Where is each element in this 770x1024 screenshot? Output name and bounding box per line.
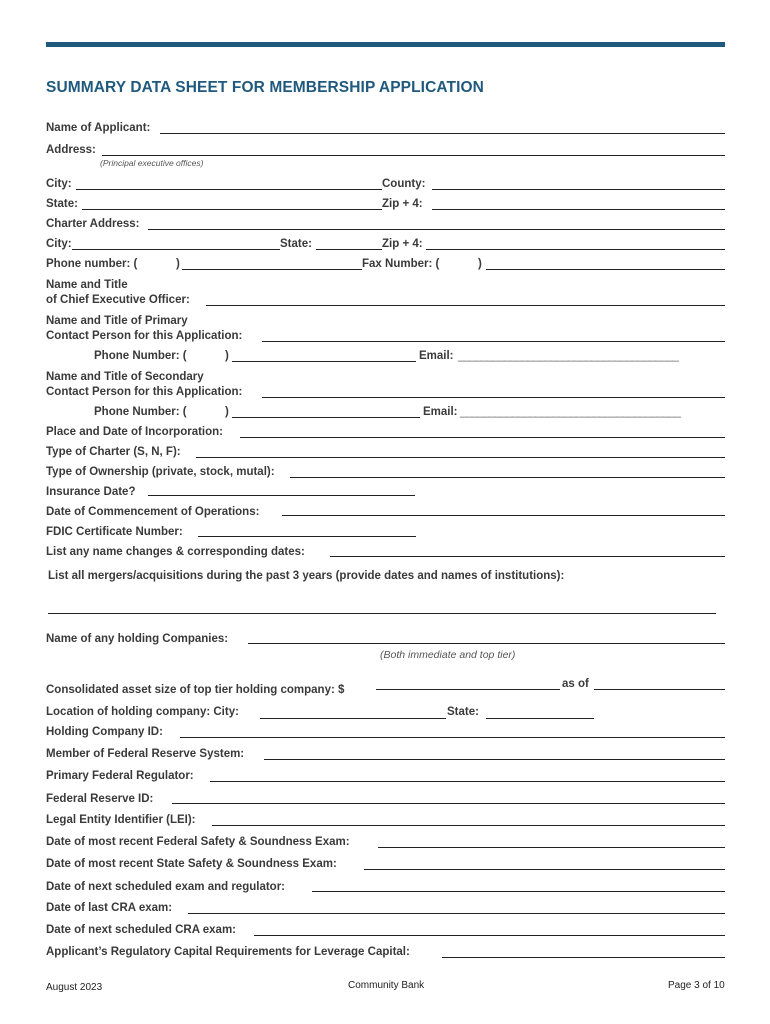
address-label: Address: [46,144,96,156]
secondary-phone-close-paren: ) [225,406,229,418]
primary-email-field[interactable]: ______________________________________ [458,350,679,362]
primary-phone-label: Phone Number: ( [94,350,187,362]
next-cra-label: Date of next scheduled CRA exam: [46,924,237,936]
consolidated-asset-label: Consolidated asset size of top tier holding company: $ [46,684,345,696]
county-label: County: [382,178,426,190]
charter-city-field[interactable] [72,249,280,250]
charter-address-label: Charter Address: [46,218,140,230]
charter-address-field[interactable] [148,229,725,230]
ceo-label-line1: Name and Title [46,279,128,291]
secondary-contact-field[interactable] [262,397,725,398]
ceo-label-line2: of Chief Executive Officer: [46,294,190,306]
holding-location-label: Location of holding company: City: [46,706,239,718]
name-of-applicant-field[interactable] [160,133,725,134]
fax-number-field[interactable] [486,269,725,270]
footer-bank-name: Community Bank [348,980,425,991]
city-field[interactable] [76,189,382,190]
charter-city-label: City: [46,238,72,250]
primary-phone-close-paren: ) [225,350,229,362]
insurance-date-field[interactable] [148,495,415,496]
primary-phone-field[interactable] [232,361,416,362]
holding-company-id-field[interactable] [180,737,725,738]
fdic-certificate-field[interactable] [198,536,416,537]
secondary-phone-label: Phone Number: ( [94,406,187,418]
address-note: (Principal executive offices) [100,158,204,168]
next-cra-field[interactable] [254,935,725,936]
primary-regulator-field[interactable] [210,781,725,782]
footer-date: August 2023 [46,982,103,993]
member-frs-label: Member of Federal Reserve System: [46,748,245,760]
lei-label: Legal Entity Identifier (LEI): [46,814,196,826]
member-frs-field[interactable] [264,759,725,760]
fax-number-label: Fax Number: ( [362,258,440,270]
phone-number-label: Phone number: ( [46,258,138,270]
insurance-date-label: Insurance Date? [46,486,136,498]
footer-page-number: Page 3 of 10 [668,980,725,991]
charter-zip-label: Zip + 4: [382,238,423,250]
page-title: SUMMARY DATA SHEET FOR MEMBERSHIP APPLICATION [46,79,484,96]
holding-companies-label: Name of any holding Companies: [46,633,229,645]
charter-zip-field[interactable] [426,249,725,250]
holding-company-id-label: Holding Company ID: [46,726,163,738]
next-exam-field[interactable] [312,891,725,892]
secondary-email-field[interactable]: ______________________________________ [460,406,681,418]
type-of-charter-field[interactable] [196,457,725,458]
city-label: City: [46,178,72,190]
charter-state-field[interactable] [316,249,382,250]
as-of-label: as of [562,678,589,690]
secondary-contact-label-line1: Name and Title of Secondary [46,371,204,383]
primary-contact-field[interactable] [262,341,725,342]
name-of-applicant-label: Name of Applicant: [46,122,151,134]
secondary-email-label: Email: [423,406,458,418]
holding-state-label: State: [447,706,479,718]
lei-field[interactable] [212,825,725,826]
commencement-field[interactable] [282,515,725,516]
holding-companies-note: (Both immediate and top tier) [380,649,516,661]
federal-reserve-id-label: Federal Reserve ID: [46,793,154,805]
federal-exam-field[interactable] [378,847,725,848]
charter-state-label: State: [280,238,312,250]
next-exam-label: Date of next scheduled exam and regulator: [46,881,286,893]
fax-close-paren: ) [478,258,482,270]
mergers-field[interactable] [48,613,716,614]
primary-regulator-label: Primary Federal Regulator: [46,770,194,782]
header-rule [46,42,725,47]
incorporation-label: Place and Date of Incorporation: [46,426,223,438]
zip-field[interactable] [432,209,725,210]
holding-companies-field[interactable] [248,643,725,644]
incorporation-field[interactable] [240,437,725,438]
holding-state-field[interactable] [486,718,594,719]
state-exam-label: Date of most recent State Safety & Soundness Exam: [46,858,337,870]
name-changes-label: List any name changes & corresponding dates: [46,546,305,558]
capital-requirements-label: Applicant’s Regulatory Capital Requirements for Leverage Capital: [46,946,410,958]
fdic-certificate-label: FDIC Certificate Number: [46,526,183,538]
ceo-field[interactable] [206,305,725,306]
mergers-label: List all mergers/acquisitions during the past 3 years (provide dates and names of institutions): [48,570,565,582]
secondary-contact-label-line2: Contact Person for this Application: [46,386,243,398]
holding-city-field[interactable] [260,718,446,719]
type-of-charter-label: Type of Charter (S, N, F): [46,446,181,458]
phone-number-field[interactable] [182,269,362,270]
zip-label: Zip + 4: [382,198,423,210]
as-of-field[interactable] [594,689,725,690]
name-changes-field[interactable] [330,556,725,557]
primary-contact-label-line2: Contact Person for this Application: [46,330,243,342]
county-field[interactable] [432,189,725,190]
federal-reserve-id-field[interactable] [172,803,725,804]
secondary-phone-field[interactable] [232,417,420,418]
state-label: State: [46,198,78,210]
last-cra-field[interactable] [188,913,725,914]
capital-requirements-field[interactable] [442,957,725,958]
type-of-ownership-field[interactable] [290,477,725,478]
consolidated-asset-field[interactable] [376,689,560,690]
last-cra-label: Date of last CRA exam: [46,902,173,914]
address-field[interactable] [102,155,725,156]
phone-close-paren: ) [176,258,180,270]
state-exam-field[interactable] [364,869,725,870]
commencement-label: Date of Commencement of Operations: [46,506,260,518]
type-of-ownership-label: Type of Ownership (private, stock, mutal): [46,466,275,478]
federal-exam-label: Date of most recent Federal Safety & Soundness Exam: [46,836,350,848]
state-field[interactable] [82,209,382,210]
primary-contact-label-line1: Name and Title of Primary [46,315,188,327]
primary-email-label: Email: [419,350,454,362]
